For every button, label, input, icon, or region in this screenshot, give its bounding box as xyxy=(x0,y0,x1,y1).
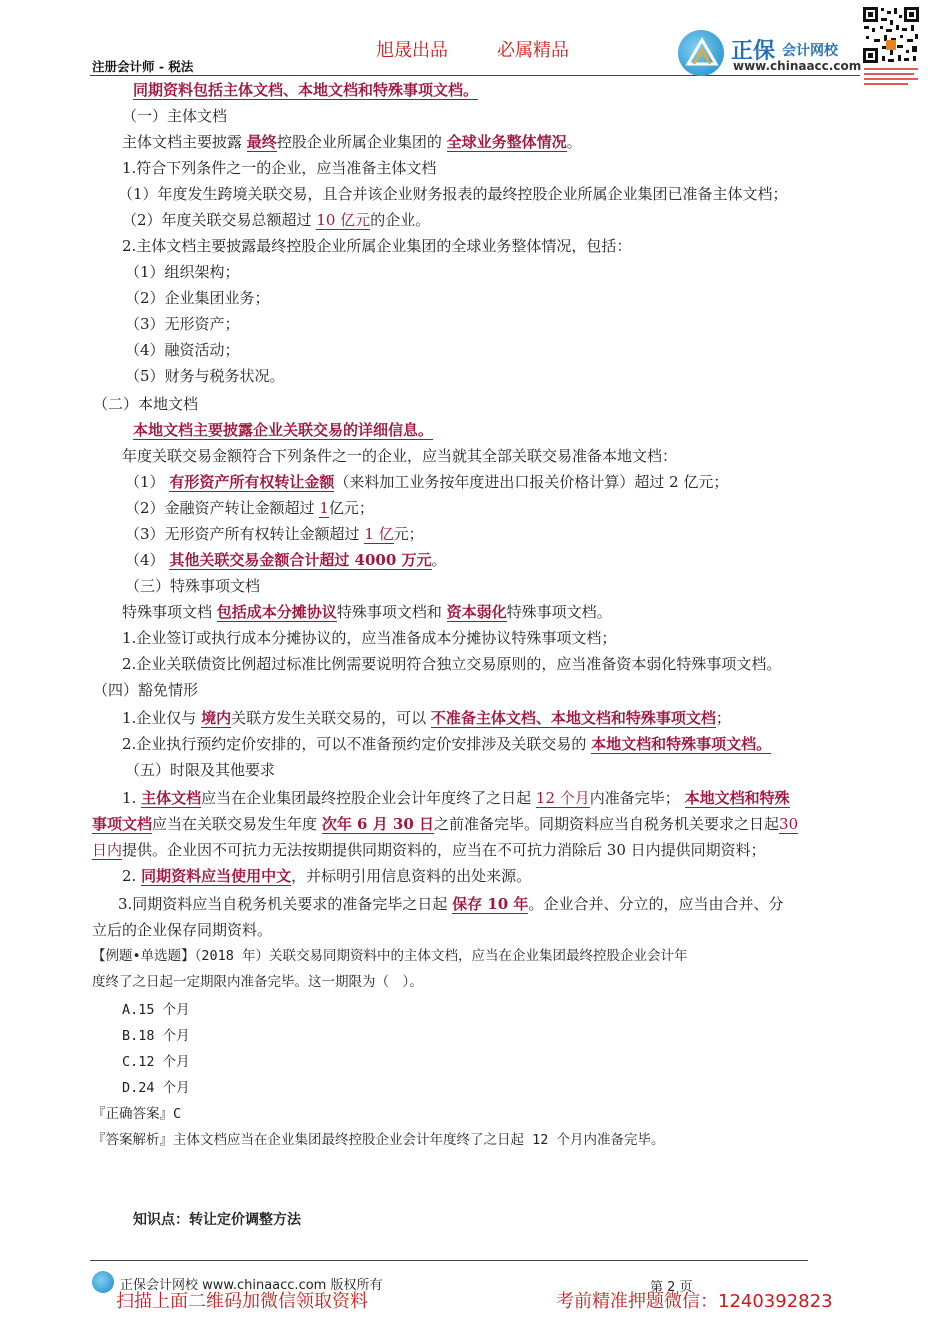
text-line: 主体文档主要披露 最终控股企业所属企业集团的 全球业务整体情况。 xyxy=(122,133,582,151)
section-heading: （二）本地文档 xyxy=(93,395,199,413)
text-line: 年度关联交易金额符合下列条件之一的企业，应当就其全部关联交易准备本地文档： xyxy=(122,447,678,465)
footer-logo-icon xyxy=(92,1271,114,1293)
footer-promo-left: 扫描上面二维码加微信领取资料 xyxy=(116,1291,368,1312)
logo-url: www.chinaacc.com xyxy=(733,59,862,73)
text-line: 同期资料包括主体文档、本地文档和特殊事项文档。 xyxy=(133,81,479,99)
list-item: （1）组织架构； xyxy=(125,263,240,281)
list-item: （3）无形资产所有权转让金额超过 1 亿元； xyxy=(125,525,424,543)
answer-analysis: 『答案解析』主体文档应当在企业集团最终控股企业会计年度终了之日起 12 个月内准备完毕。 xyxy=(92,1132,665,1148)
text-line: 2.企业执行预约定价安排的，可以不准备预约定价安排涉及关联交易的 本地文档和特殊事项文档。 xyxy=(122,735,772,753)
list-item: （3）无形资产； xyxy=(125,315,240,333)
list-item: （2）企业集团业务； xyxy=(125,289,270,307)
text-line: 特殊事项文档 包括成本分摊协议特殊事项文档和 资本弱化特殊事项文档。 xyxy=(122,603,612,621)
footer-rule xyxy=(90,1260,808,1261)
header-slogan-left: 旭晟出品 xyxy=(376,40,448,61)
text-line: 1.企业仅与 境内关联方发生关联交易的，可以 不准备主体文档、本地文档和特殊事项文档； xyxy=(122,709,731,727)
text-line: 1.企业签订或执行成本分摊协议的，应当准备成本分摊协议特殊事项文档； xyxy=(122,629,617,647)
option-a: A.15 个月 xyxy=(122,1002,190,1018)
example-question: 度终了之日起一定期限内准备完毕。这一期限为（ ）。 xyxy=(92,974,423,990)
header-rule xyxy=(90,75,860,76)
example-question: 【例题•单选题】（2018 年）关联交易同期资料中的主体文档，应当在企业集团最终控股企业会计年 xyxy=(92,948,688,964)
section-heading: （三）特殊事项文档 xyxy=(125,577,261,595)
logo-book-icon xyxy=(684,34,720,72)
header-slogan-right: 必属精品 xyxy=(497,40,569,61)
text-line: （2）年度关联交易总额超过 10 亿元的企业。 xyxy=(122,211,431,229)
text-line: 1. 主体文档应当在企业集团最终控股企业会计年度终了之日起 12 个月内准备完毕； 本地文档和特殊 xyxy=(122,789,790,807)
section-heading: （五）时限及其他要求 xyxy=(125,761,276,779)
section-heading: （一）主体文档 xyxy=(122,107,228,125)
list-item: （5）财务与税务状况。 xyxy=(125,367,285,385)
knowledge-point: 知识点：转让定价调整方法 xyxy=(133,1212,301,1228)
logo-subtitle: 会计网校 xyxy=(782,43,838,59)
text-line: 3.同期资料应当自税务机关要求的准备完毕之日起 保存 10 年。企业合并、分立的，应当由合并、分 xyxy=(118,895,784,913)
text-line: 1.符合下列条件之一的企业，应当准备主体文档 xyxy=(122,159,437,177)
list-item: （1） 有形资产所有权转让金额（来料加工业务按年度进出口报关价格计算）超过 2 亿元； xyxy=(125,473,729,491)
text-line: 2. 同期资料应当使用中文，并标明引用信息资料的出处来源。 xyxy=(122,867,532,885)
text-line: 日内提供。企业因不可抗力无法按期提供同期资料的，应当在不可抗力消除后 30 日内提供同期资料； xyxy=(92,841,766,859)
footer-copyright: 正保会计网校 www.chinaacc.com 版权所有 xyxy=(120,1278,383,1293)
correct-answer: 『正确答案』C xyxy=(92,1106,182,1122)
text-line: 事项文档应当在关联交易发生年度 次年 6 月 30 日之前准备完毕。同期资料应当自税务机关要求之日起30 xyxy=(92,815,799,833)
text-line: 本地文档主要披露企业关联交易的详细信息。 xyxy=(133,421,434,439)
section-heading: （四）豁免情形 xyxy=(93,681,199,699)
list-item: （2）金融资产转让金额超过 1亿元； xyxy=(125,499,374,517)
text-line: 2.主体文档主要披露最终控股企业所属企业集团的全球业务整体情况，包括： xyxy=(122,237,632,255)
option-d: D.24 个月 xyxy=(122,1080,190,1096)
text-line: 立后的企业保存同期资料。 xyxy=(92,921,273,939)
text-line: 2.企业关联债资比例超过标准比例需要说明符合独立交易原则的，应当准备资本弱化特殊事项文档。 xyxy=(122,655,782,673)
option-c: C.12 个月 xyxy=(122,1054,190,1070)
list-item: （4）融资活动； xyxy=(125,341,240,359)
footer-promo-right: 考前精准押题微信：1240392823 xyxy=(556,1291,833,1312)
option-b: B.18 个月 xyxy=(122,1028,190,1044)
qr-code-icon xyxy=(862,6,920,90)
course-title: 注册会计师 - 税法 xyxy=(92,59,194,74)
text-line: （1）年度发生跨境关联交易，且合并该企业财务报表的最终控股企业所属企业集团已准备主体文档； xyxy=(118,185,788,203)
logo-title: 正保 xyxy=(731,39,776,64)
footer-page-number: 第 2 页 xyxy=(650,1280,693,1295)
list-item: （4） 其他关联交易金额合计超过 4000 万元。 xyxy=(125,551,447,569)
